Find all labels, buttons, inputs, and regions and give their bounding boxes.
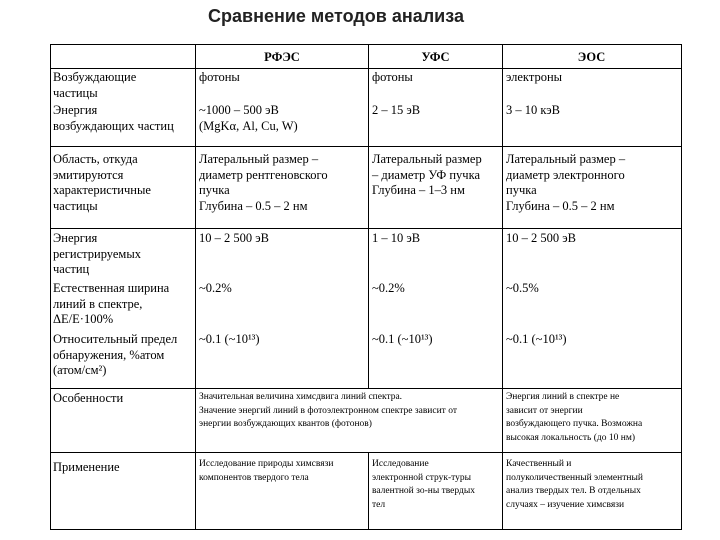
cell-energy-aes: 3 – 10 кэВ bbox=[506, 103, 560, 117]
cell-excitation-xps: фотоны bbox=[199, 70, 240, 84]
cell-linewidth-aes: ~0.5% bbox=[506, 281, 539, 295]
row-label-detection: Относительный предел обнаружения, %атом (атом/см²) bbox=[53, 332, 178, 377]
row-label-region: Область, откуда эмитируются характеристичные частицы bbox=[53, 152, 151, 213]
cell-registered-energy-xps: 10 – 2 500 эВ bbox=[199, 231, 269, 245]
page-title: Сравнение методов анализа bbox=[208, 6, 464, 26]
cell-registered-energy-ups: 1 – 10 эВ bbox=[372, 231, 421, 245]
cell-application-xps: Исследование природы химсвязи компонентов твердого тела bbox=[199, 459, 334, 483]
cell-region-xps: Латеральный размер – диаметр рентгеновского пучка Глубина – 0.5 – 2 нм bbox=[199, 152, 328, 213]
table-divider bbox=[50, 388, 681, 389]
table-divider bbox=[50, 68, 681, 69]
table-divider bbox=[50, 452, 681, 453]
cell-features-xps-ups: Значительная величина химсдвига линий спектра. Значение энергий линий в фотоэлектронном спектре зависит от энергии возбуждающих квантов (фотонов) bbox=[199, 392, 457, 429]
table-divider bbox=[368, 452, 369, 529]
cell-application-aes: Качественный и полуколичественный элементный анализ твердых тел. В отдельных случаях – изучение химсвязи bbox=[506, 459, 643, 510]
cell-detection-aes: ~0.1 (~10¹³) bbox=[506, 332, 567, 346]
cell-application-ups: Исследование электронной струк-туры валентной зо-ны твердых тел bbox=[372, 459, 475, 510]
row-label-features: Особенности bbox=[53, 391, 124, 405]
row-label-linewidth: Естественная ширина линий в спектре, ΔE/E·100% bbox=[53, 281, 170, 326]
cell-energy-ups: 2 – 15 эВ bbox=[372, 103, 421, 117]
cell-linewidth-ups: ~0.2% bbox=[372, 281, 405, 295]
column-header-ups: УФС bbox=[421, 50, 450, 64]
table-divider bbox=[368, 44, 369, 389]
table-divider bbox=[195, 44, 196, 529]
cell-registered-energy-aes: 10 – 2 500 эВ bbox=[506, 231, 576, 245]
cell-linewidth-xps: ~0.2% bbox=[199, 281, 232, 295]
row-label-registered-energy: Энергия регистрируемых частиц bbox=[53, 231, 141, 276]
cell-features-aes: Энергия линий в спектре не зависит от энергии возбуждающего пучка. Возможна высокая локальность (до 10 нм) bbox=[506, 392, 643, 443]
column-header-xps: РФЭС bbox=[264, 50, 300, 64]
row-label-application: Применение bbox=[53, 460, 120, 474]
cell-detection-xps: ~0.1 (~10¹³) bbox=[199, 332, 260, 346]
cell-excitation-aes: электроны bbox=[506, 70, 563, 84]
column-header-aes: ЭОС bbox=[577, 50, 606, 64]
cell-excitation-ups: фотоны bbox=[372, 70, 413, 84]
row-label-energy: Энергия возбуждающих частиц bbox=[53, 103, 174, 133]
table-divider bbox=[50, 146, 681, 147]
cell-detection-ups: ~0.1 (~10¹³) bbox=[372, 332, 433, 346]
table-divider bbox=[50, 228, 681, 229]
cell-energy-xps: ~1000 – 500 эВ (MgKα, Al, Cu, W) bbox=[199, 103, 298, 133]
table-divider bbox=[502, 44, 503, 529]
cell-region-aes: Латеральный размер – диаметр электронного пучка Глубина – 0.5 – 2 нм bbox=[506, 152, 626, 213]
cell-region-ups: Латеральный размер – диаметр УФ пучка Глубина – 1–3 нм bbox=[372, 152, 482, 197]
row-label-excitation: Возбуждающие частицы bbox=[53, 70, 137, 100]
